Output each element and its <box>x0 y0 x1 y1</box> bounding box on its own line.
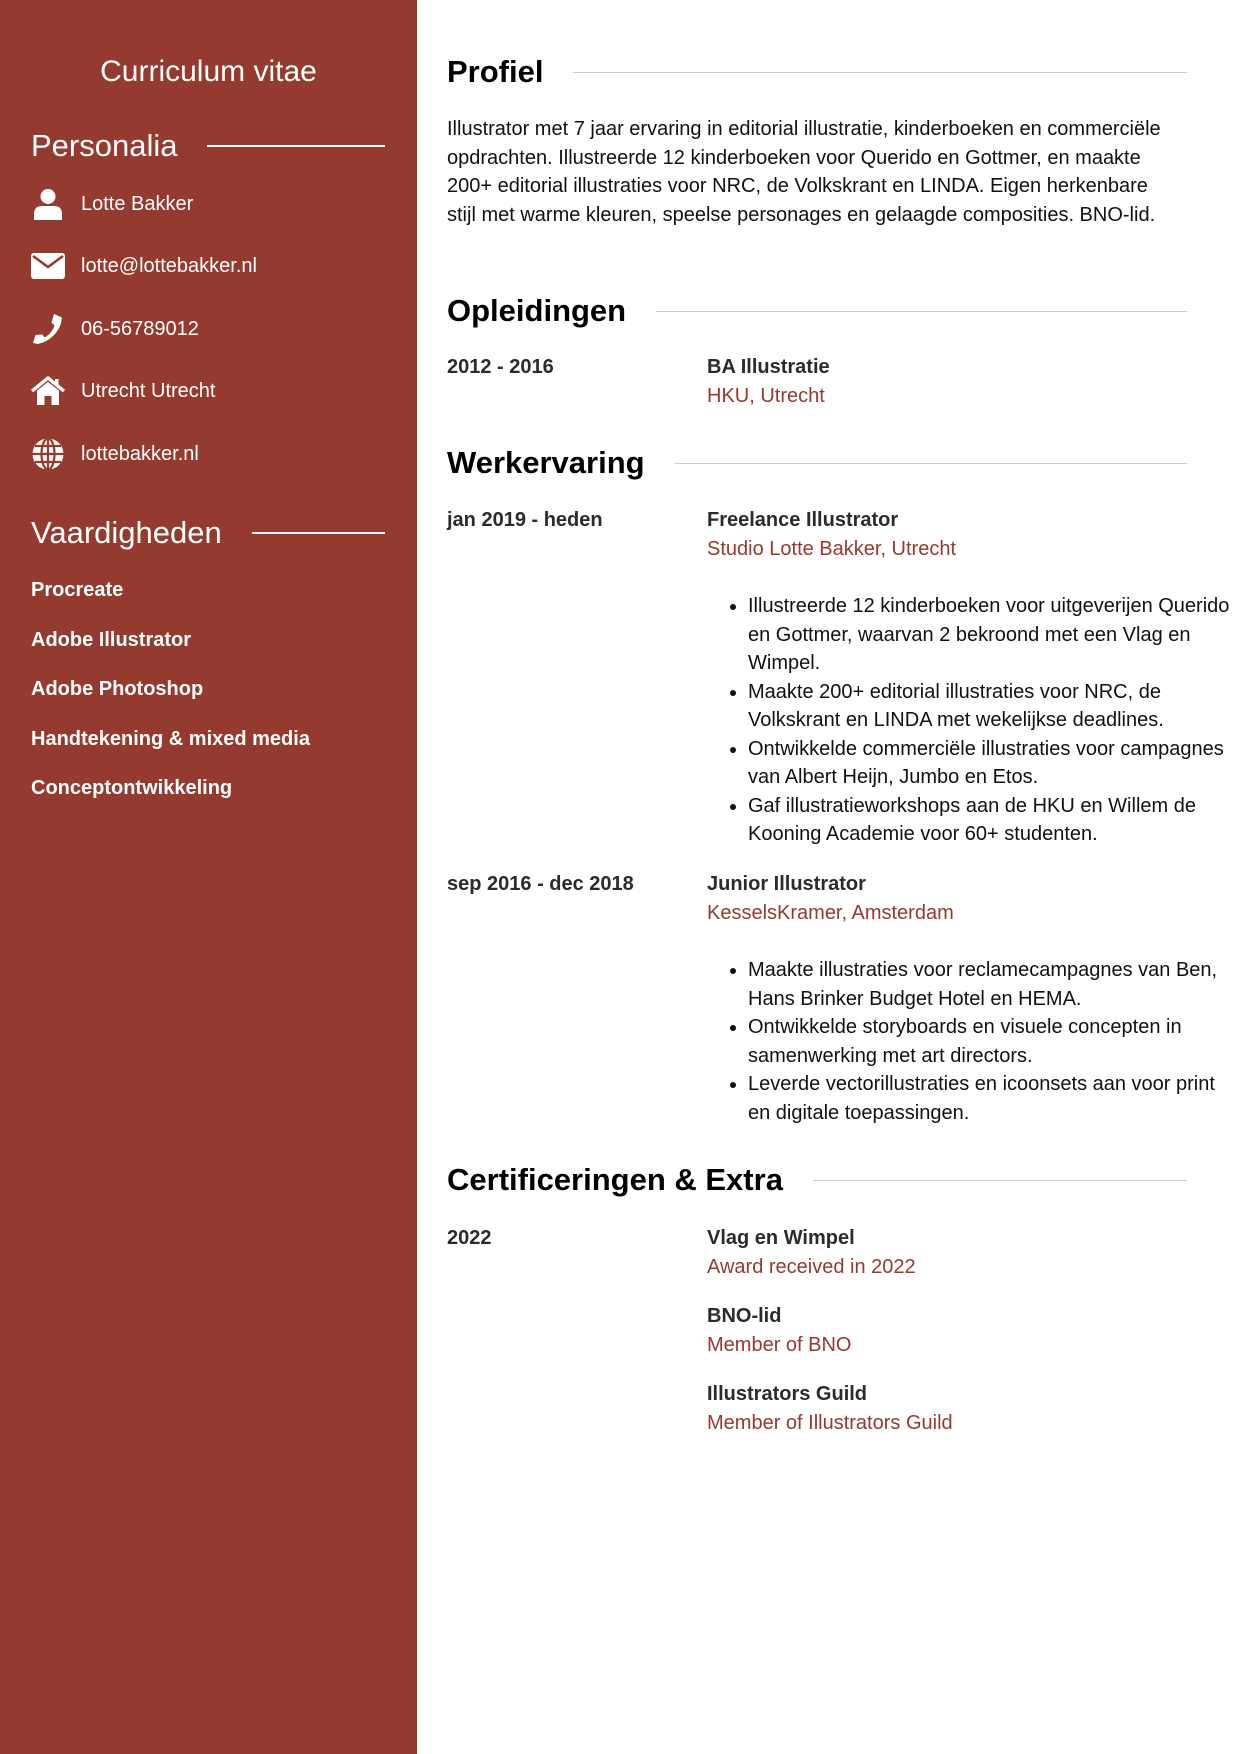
job-bullet: • Ontwikkelde commerciële illustraties voor campagnes van Albert Heijn, Jumbo en Etos. <box>748 735 1238 792</box>
profile-heading-rule <box>573 72 1187 73</box>
contact-website-text[interactable]: lottebakker.nl <box>81 442 199 465</box>
job-bullet: • Illustreerde 12 kinderboeken voor uitgeverijen Querido en Gottmer, waarvan 2 bekroond met een Vlag en Wimpel. <box>748 592 1238 678</box>
phone-icon <box>31 312 65 346</box>
contact-phone[interactable] <box>31 311 199 347</box>
job-bullet: • Ontwikkelde storyboards en visuele concepten in samenwerking met art directors. <box>748 1013 1238 1070</box>
skills-heading <box>31 513 385 553</box>
job-employer: Studio Lotte Bakker, Utrecht <box>707 538 957 560</box>
contact-location-text: Utrecht Utrecht <box>81 379 216 402</box>
job-title: Freelance Illustrator <box>707 509 899 531</box>
profile-heading <box>447 52 1187 92</box>
contact-website[interactable] <box>31 436 199 472</box>
job-date: jan 2019 - heden <box>447 509 603 531</box>
personalia-heading <box>31 126 385 166</box>
experience-heading <box>447 443 1187 483</box>
skill-item: Adobe Photoshop <box>31 678 204 700</box>
skills-heading-rule <box>252 532 385 534</box>
document-title: Curriculum vitae <box>100 55 317 88</box>
skill-item: Handtekening & mixed media <box>31 728 310 750</box>
education-heading-rule <box>656 311 1187 312</box>
certification-title: Illustrators Guild <box>707 1383 868 1405</box>
profile-heading-text: Profiel <box>447 54 544 89</box>
personalia-heading-rule <box>207 145 385 147</box>
certification-detail: Member of BNO <box>707 1334 852 1356</box>
certifications-heading-text: Certificeringen & Extra <box>447 1162 783 1197</box>
contact-email[interactable] <box>31 248 257 284</box>
education-institution: HKU, Utrecht <box>707 385 825 407</box>
certifications-heading-rule <box>813 1180 1187 1181</box>
user-icon <box>31 187 65 221</box>
contact-location <box>31 373 215 409</box>
contact-phone-text[interactable]: 06-56789012 <box>81 317 199 340</box>
job-date: sep 2016 - dec 2018 <box>447 873 634 895</box>
education-date: 2012 - 2016 <box>447 356 554 378</box>
job-bullet-list <box>707 956 1238 1127</box>
job-bullet: • Leverde vectorillustraties en icoonsets aan voor print en digitale toepassingen. <box>748 1070 1238 1127</box>
contact-name-text: Lotte Bakker <box>81 192 194 215</box>
job-employer: KesselsKramer, Amsterdam <box>707 902 954 924</box>
envelope-icon <box>31 249 65 283</box>
job-title: Junior Illustrator <box>707 873 866 895</box>
experience-heading-text: Werkervaring <box>447 445 645 480</box>
certification-title: Vlag en Wimpel <box>707 1227 855 1249</box>
education-heading <box>447 291 1187 331</box>
skill-item: Adobe Illustrator <box>31 629 192 651</box>
certification-date: 2022 <box>447 1227 492 1249</box>
skills-heading-text: Vaardigheden <box>31 515 222 550</box>
profile-text: Illustrator met 7 jaar ervaring in editorial illustratie, kinderboeken en commerciële opdrachten. Illustreerde 12 kinderboeken voor Querido en Gottmer, en maakte 200+ editorial illustraties voor NRC, de Volkskrant en LINDA. Eigen herkenbare stijl met warme kleuren, speelse personages en gelaagde composities. BNO-lid. <box>447 118 1161 226</box>
skill-item: Conceptontwikkeling <box>31 777 233 799</box>
education-title: BA Illustratie <box>707 356 830 378</box>
skill-item: Procreate <box>31 579 124 601</box>
job-bullet: • Maakte illustraties voor reclamecampagnes van Ben, Hans Brinker Budget Hotel en HEMA. <box>748 956 1238 1013</box>
job-bullet: • Gaf illustratieworkshops aan de HKU en Willem de Kooning Academie voor 60+ studenten. <box>748 792 1238 849</box>
job-bullet-list <box>707 592 1238 849</box>
education-heading-text: Opleidingen <box>447 293 627 328</box>
certification-detail: Award received in 2022 <box>707 1256 916 1278</box>
personalia-heading-text: Personalia <box>31 128 178 163</box>
certification-detail: Member of Illustrators Guild <box>707 1412 953 1434</box>
contact-name <box>31 186 193 222</box>
job-bullet: • Maakte 200+ editorial illustraties voor NRC, de Volkskrant en LINDA met wekelijkse deadlines. <box>748 678 1238 735</box>
certifications-heading <box>447 1160 1187 1200</box>
contact-email-text[interactable]: lotte@lottebakker.nl <box>81 254 257 277</box>
certification-title: BNO-lid <box>707 1305 782 1327</box>
experience-heading-rule <box>675 463 1187 464</box>
sidebar <box>0 0 417 1754</box>
home-icon <box>31 374 65 408</box>
globe-icon <box>31 437 65 471</box>
